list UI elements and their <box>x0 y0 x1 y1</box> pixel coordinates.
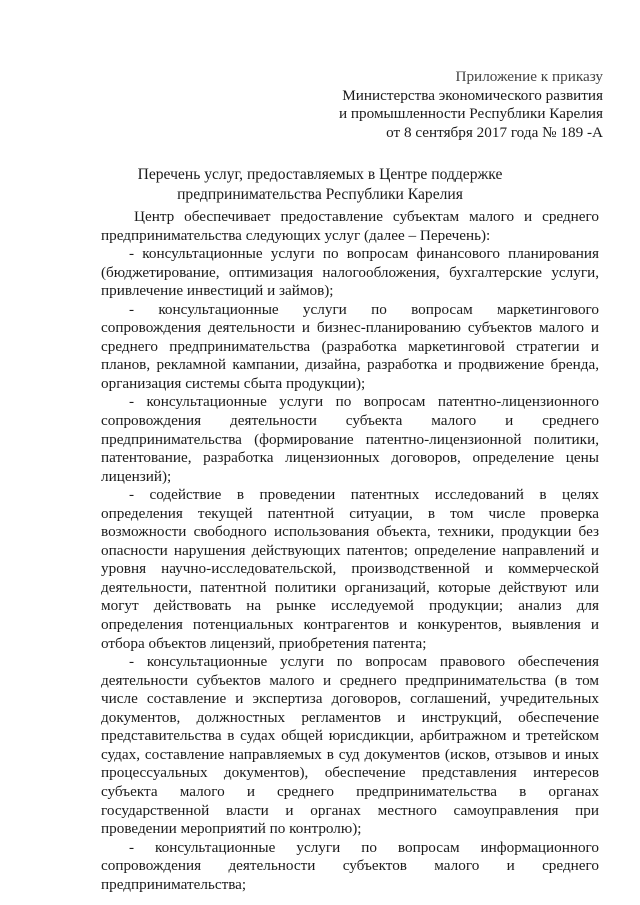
service-item: - консультационные услуги по вопросам патентно-лицензионного сопровождения деятельности субъекта малого и среднего предпринимательства (формирование патентно-лицензионной политики, патентование, разработка лицензионных договоров, определение цены лицензий); <box>101 393 599 485</box>
service-item: - содействие в проведении патентных исследований в целях определения текущей патентной ситуации, в том числе проверка возможности свободного использования объекта, техники, продукции без опасности нарушения действующих патентов; определение направлений и уровня научно-исследовательской, производственной и коммерческой деятельности, патентной политики организаций, которые действуют или могут действовать на рынке исследуемой продукции; анализ для определения потенциальных контрагентов и конкурентов, выявления и отбора объектов лицензий, приобретения патента; <box>101 486 599 652</box>
title-line: предпринимательства Республики Карелия <box>177 186 463 203</box>
appendix-line: и промышленности Республики Карелия <box>339 105 603 123</box>
service-item: - консультационные услуги по вопросам маркетингового сопровождения деятельности и бизнес-планированию субъектов малого и среднего предпринимательства (разработка маркетинговой стратегии и планов, рекламной кампании, дизайна, разработка и продвижение бренда, организация системы сбыта продукции); <box>101 300 599 392</box>
appendix-header <box>283 68 603 142</box>
title-line: Перечень услуг, предоставляемых в Центре поддержке <box>137 166 503 183</box>
document-title <box>90 165 550 205</box>
document-body <box>101 208 599 894</box>
service-item: - консультационные услуги по вопросам информационного сопровождения деятельности субъектов малого и среднего предпринимательства; <box>101 838 599 893</box>
appendix-order-line: от 8 сентября 2017 года № 189 -А <box>386 123 603 141</box>
service-item: - консультационные услуги по вопросам правового обеспечения деятельности субъектов малого и среднего предпринимательства (в том числе составление и экспертиза договоров, соглашений, учредительных документов, должностных регламентов и инструкций, обеспечение представительства в судах общей юрисдикции, арбитражном и третейском судах, составление направляемых в суд документов (исков, отзывов и иных процессуальных документов), обеспечение представления интересов субъекта малого и среднего предпринимательства в органах государственной власти и органах местного самоуправления при проведении мероприятий по контролю); <box>101 653 599 838</box>
appendix-line: Министерства экономического развития <box>342 86 603 104</box>
intro-paragraph: Центр обеспечивает предоставление субъектам малого и среднего предпринимательства следующих услуг (далее – Перечень): <box>101 208 599 244</box>
service-item: - консультационные услуги по вопросам финансового планирования (бюджетирование, оптимизация налогообложения, бухгалтерские услуги, привлечение инвестиций и займов); <box>101 245 599 300</box>
appendix-line: Приложение к приказу <box>455 68 603 85</box>
